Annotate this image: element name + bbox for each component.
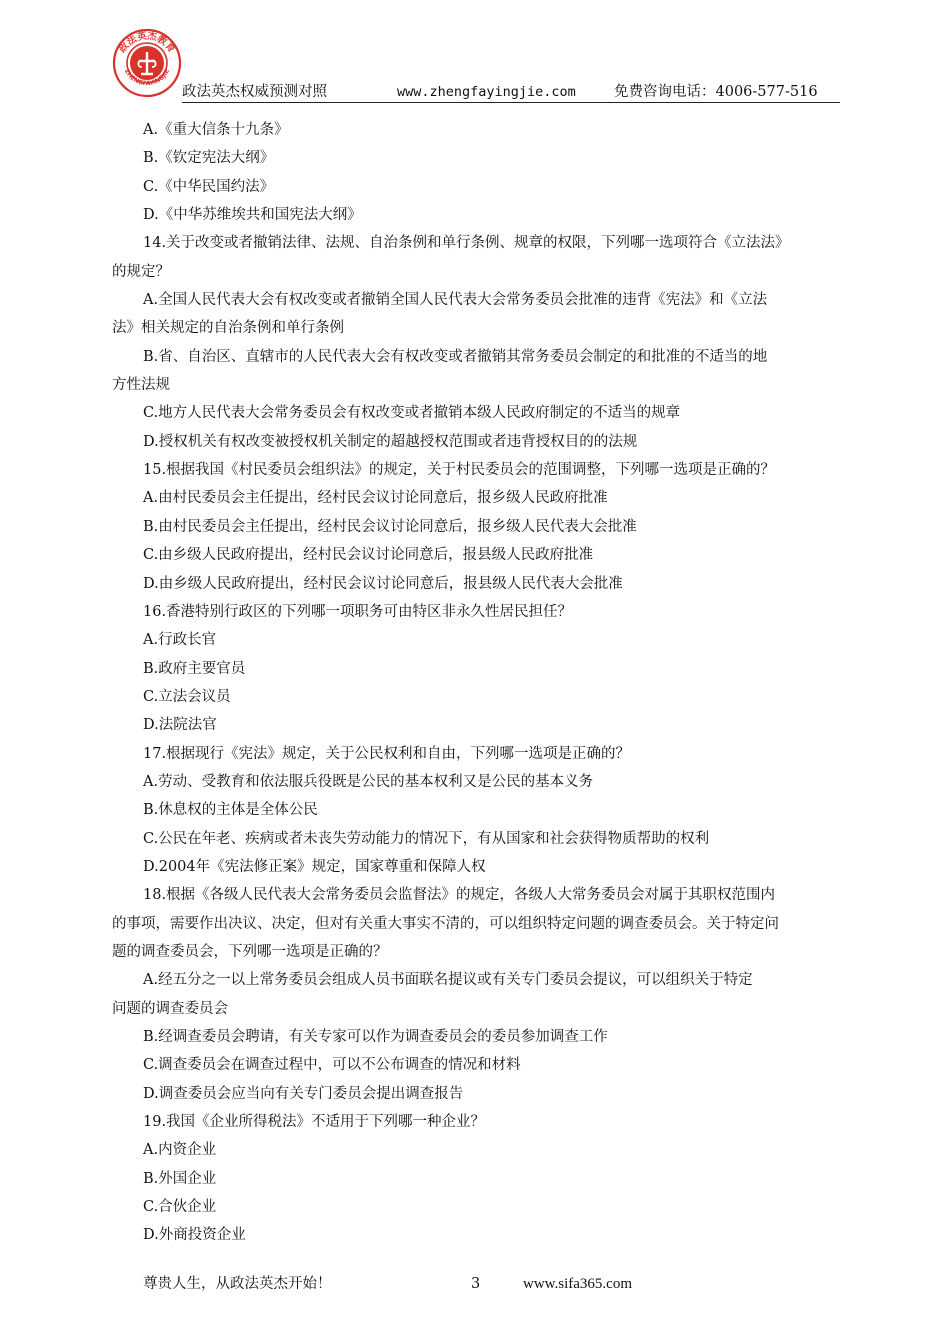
header-title: 政法英杰权威预测对照 — [182, 84, 327, 100]
answer-option: C.立法会议员 — [143, 688, 231, 705]
header-phone: 免费咨询电话：4006-577-516 — [614, 84, 818, 100]
answer-option: A.经五分之一以上常务委员会组成人员书面联名提议或有关专门委员会提议，可以组织关于特定 — [143, 972, 753, 989]
answer-option: C.公民在年老、疾病或者未丧失劳动能力的情况下，有从国家和社会获得物质帮助的权利 — [143, 830, 710, 847]
answer-option: C.合伙企业 — [143, 1199, 217, 1216]
answer-option: B.休息权的主体是全体公民 — [143, 802, 318, 819]
answer-option: B.政府主要官员 — [143, 660, 246, 677]
answer-option: D.2004年《宪法修正案》规定，国家尊重和保障人权 — [143, 858, 486, 875]
question-stem: 19.我国《企业所得税法》不适用于下列哪一种企业？ — [143, 1114, 486, 1131]
header-bar — [182, 82, 840, 103]
question-stem: 17.根据现行《宪法》规定，关于公民权利和自由，下列哪一选项是正确的？ — [143, 745, 631, 762]
question-stem: 15.根据我国《村民委员会组织法》的规定，关于村民委员会的范围调整，下列哪一选项是正确的？ — [143, 462, 776, 479]
answer-option: B.经调查委员会聘请，有关专家可以作为调查委员会的委员参加调查工作 — [143, 1029, 608, 1045]
page-header — [112, 28, 840, 102]
question-stem: 18.根据《各级人民代表大会常务委员会监督法》的规定，各级人大常务委员会对属于其职权范围内 — [143, 887, 776, 904]
page-footer — [0, 1272, 950, 1296]
svg-text:ZHENGFAYINGJIE: ZHENGFAYINGJIE — [122, 68, 172, 88]
svg-text:政法英杰教育: 政法英杰教育 — [117, 30, 177, 55]
answer-option: A.全国人民代表大会有权改变或者撤销全国人民代表大会常务委员会批准的违背《宪法》和《立法 — [143, 292, 768, 309]
answer-option: D.《中华苏维埃共和国宪法大纲》 — [143, 207, 362, 224]
answer-option: A.《重大信条十九条》 — [143, 122, 289, 138]
answer-option: D.授权机关有权改变被授权机关制定的超越授权范围或者违背授权目的的法规 — [143, 433, 638, 450]
footer-slogan: 尊贵人生，从政法英杰开始！ — [143, 1276, 332, 1292]
text-continuation: 方性法规 — [112, 377, 170, 394]
question-stem: 14.关于改变或者撤销法律、法规、自治条例和单行条例、规章的权限，下列哪一选项符合《立法法》 — [143, 235, 790, 252]
text-continuation: 的事项，需要作出决议、决定，但对有关重大事实不清的，可以组织特定问题的调查委员会。关于特定问 — [112, 915, 779, 932]
header-url-link[interactable]: www.zhengfayingjie.com — [397, 84, 576, 100]
question-body — [112, 116, 840, 1250]
text-continuation: 题的调查委员会，下列哪一选项是正确的？ — [112, 943, 388, 960]
answer-option: A.由村民委员会主任提出，经村民会议讨论同意后，报乡级人民政府批准 — [143, 490, 608, 507]
answer-option: B.省、自治区、直辖市的人民代表大会有权改变或者撤销其常务委员会制定的和批准的不适当的地 — [143, 348, 768, 365]
answer-option: A.行政长官 — [143, 632, 217, 649]
text-continuation: 问题的调查委员会 — [112, 1000, 228, 1017]
answer-option: C.调查委员会在调查过程中，可以不公布调查的情况和材料 — [143, 1057, 521, 1074]
text-continuation: 法》相关规定的自治条例和单行条例 — [112, 320, 344, 337]
zhengfa-logo-icon — [112, 28, 182, 98]
answer-option: B.《钦定宪法大纲》 — [143, 150, 275, 167]
text-continuation: 的规定？ — [112, 263, 170, 280]
answer-option: B.外国企业 — [143, 1170, 217, 1187]
answer-option: D.调查委员会应当向有关专门委员会提出调查报告 — [143, 1085, 464, 1102]
answer-option: D.法院法官 — [143, 717, 217, 734]
answer-option: A.内资企业 — [143, 1142, 217, 1159]
answer-option: A.劳动、受教育和依法服兵役既是公民的基本权利又是公民的基本义务 — [143, 773, 594, 790]
answer-option: D.外商投资企业 — [143, 1227, 246, 1244]
answer-option: C.地方人民代表大会常务委员会有权改变或者撤销本级人民政府制定的不适当的规章 — [143, 405, 681, 422]
question-stem: 16.香港特别行政区的下列哪一项职务可由特区非永久性居民担任？ — [143, 603, 573, 620]
page-number: 3 — [471, 1276, 481, 1292]
answer-option: C.由乡级人民政府提出，经村民会议讨论同意后，报县级人民政府批准 — [143, 547, 594, 564]
answer-option: D.由乡级人民政府提出，经村民会议讨论同意后，报县级人民代表大会批准 — [143, 575, 623, 592]
answer-option: C.《中华民国约法》 — [143, 178, 275, 195]
footer-site-link[interactable]: www.sifa365.com — [523, 1276, 633, 1292]
answer-option: B.由村民委员会主任提出，经村民会议讨论同意后，报乡级人民代表大会批准 — [143, 518, 637, 535]
